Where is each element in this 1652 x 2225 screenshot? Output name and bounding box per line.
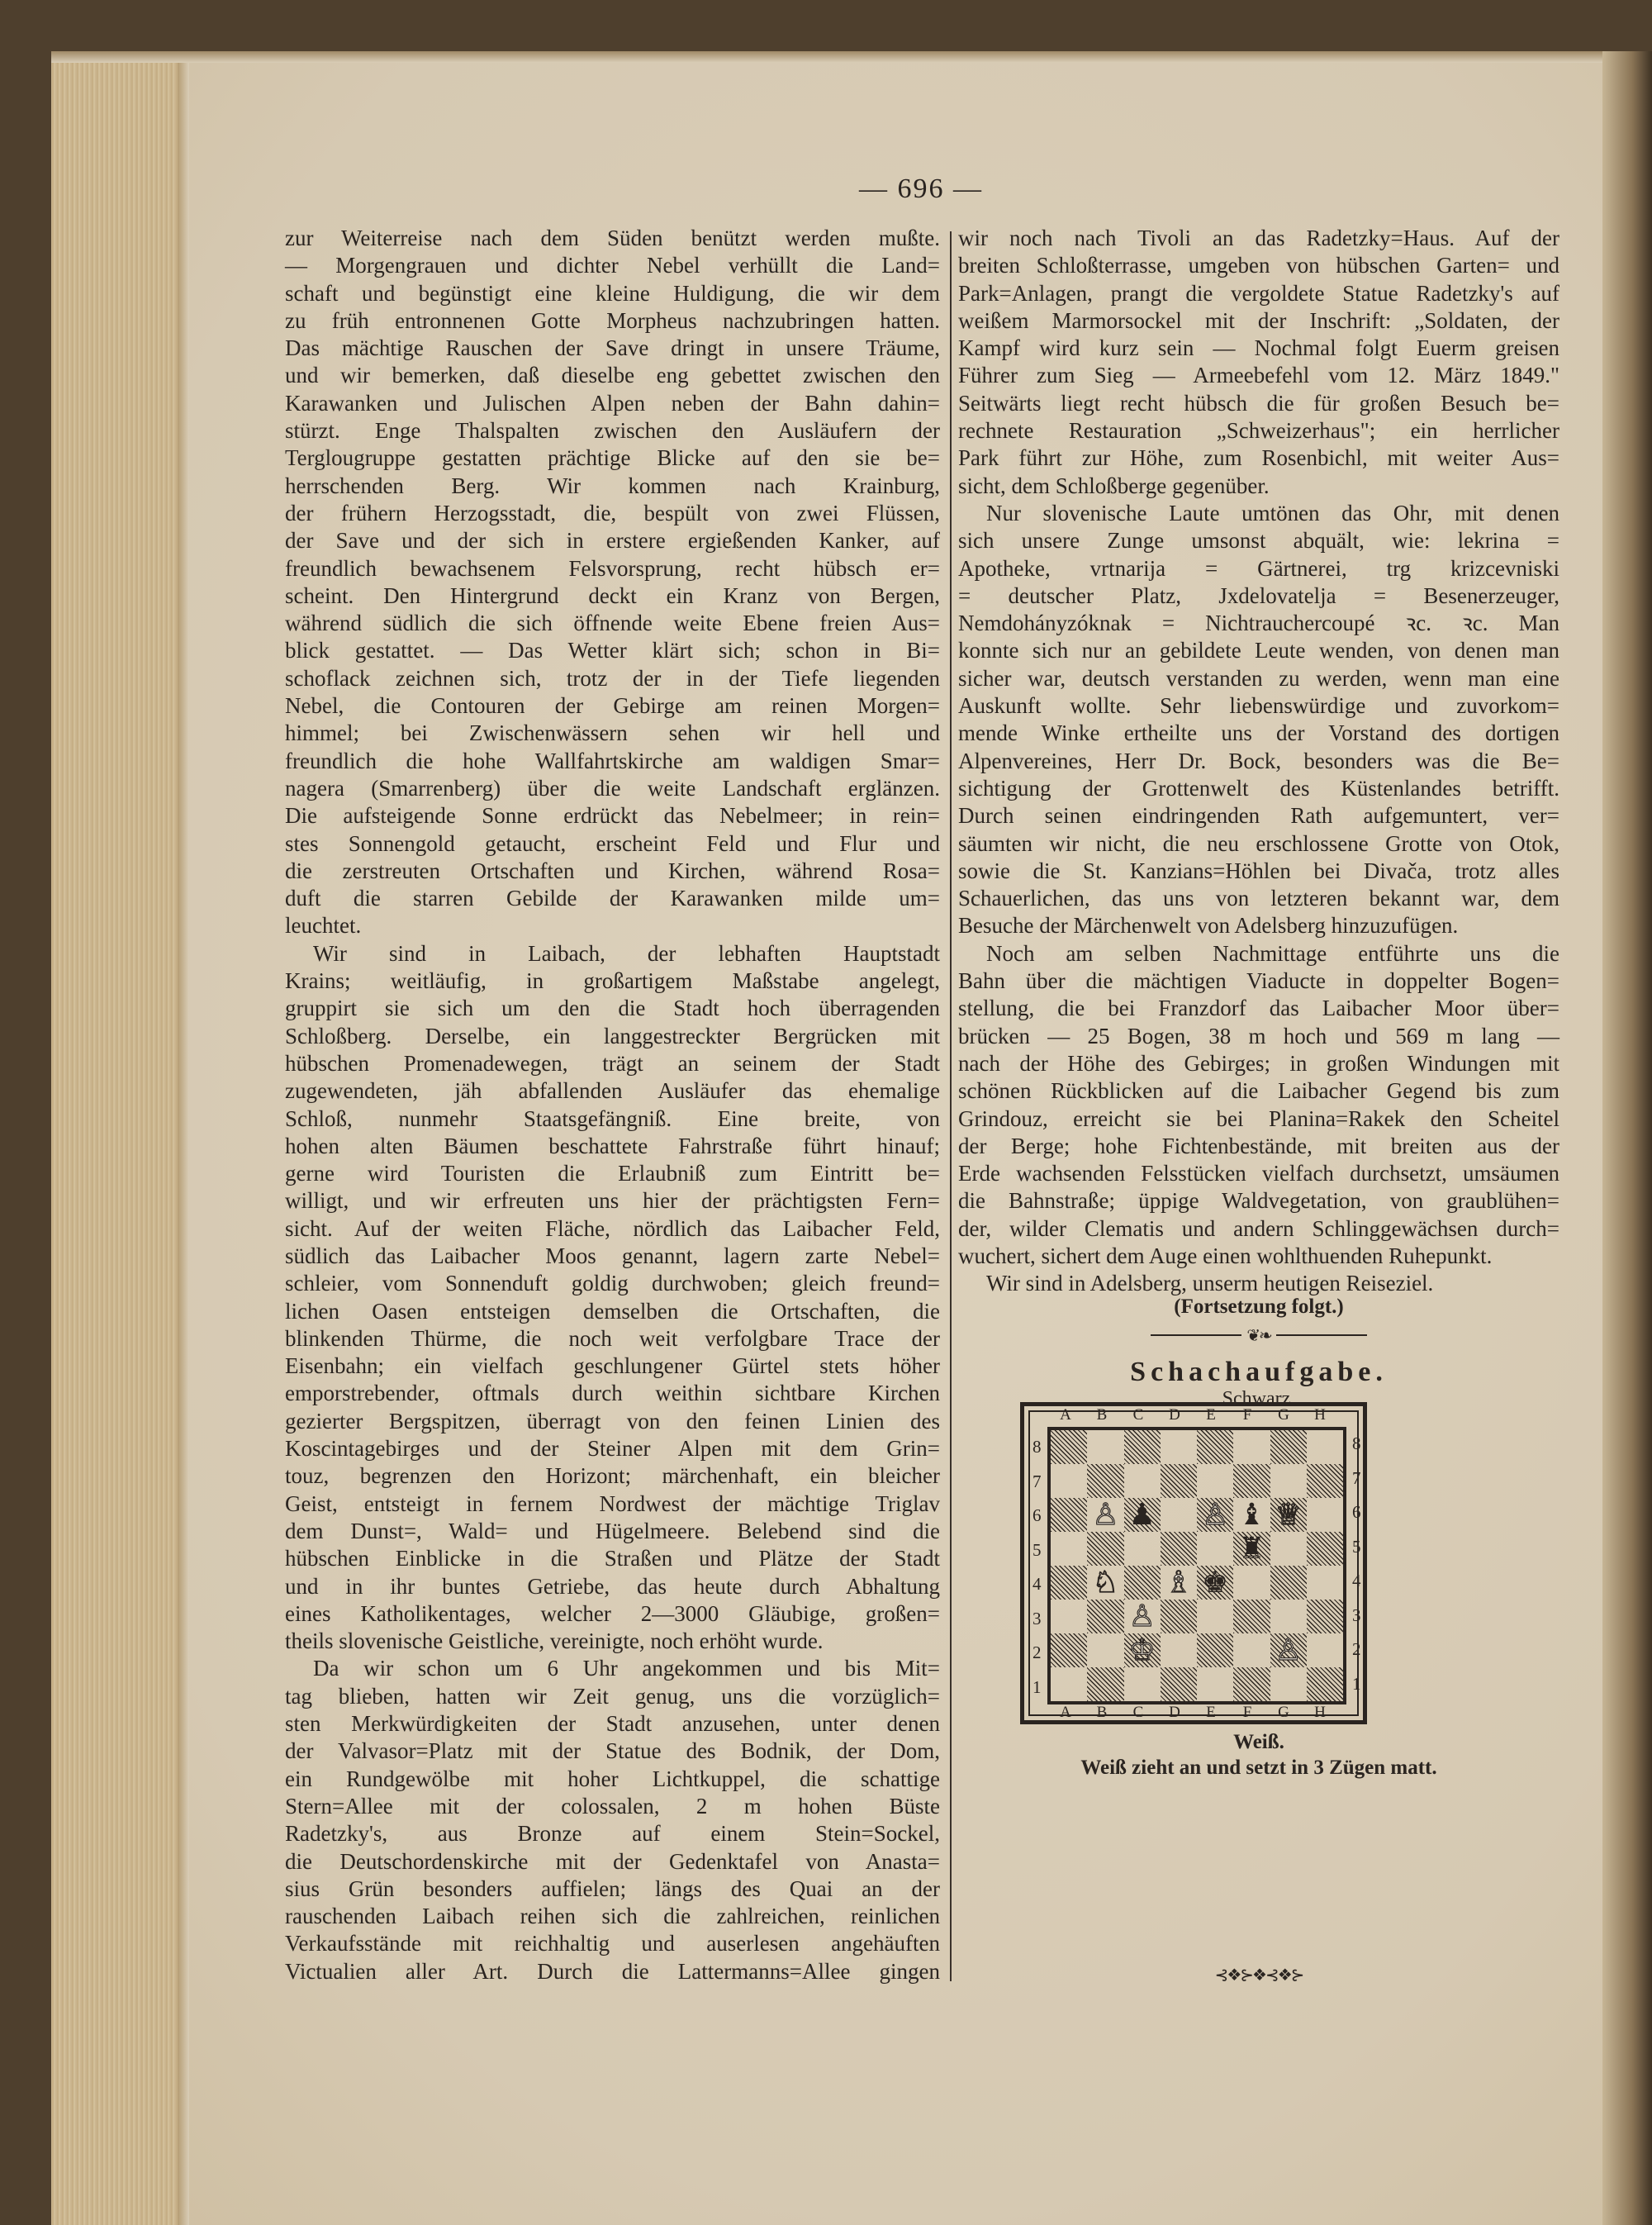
square-e3 — [1197, 1600, 1233, 1633]
rank-label: 3 — [1352, 1605, 1361, 1625]
file-label: G — [1278, 1704, 1289, 1721]
square-f1 — [1233, 1667, 1270, 1701]
square-a6 — [1051, 1498, 1087, 1532]
text-line: der Berge; hohe Fichtenbestände, mit breiten aus der — [958, 1133, 1559, 1158]
rank-label: 7 — [1032, 1471, 1042, 1491]
square-e2 — [1197, 1633, 1233, 1667]
square-b4 — [1087, 1566, 1123, 1600]
top-shadow — [51, 51, 1621, 63]
rank-labels-left — [1032, 1430, 1042, 1704]
white-pawn-icon: ♙ — [1092, 1497, 1119, 1532]
text-line: tag blieben, hatten wir Zeit genug, uns die vorzüglich= — [285, 1683, 940, 1709]
black-rook-icon: ♜ — [1238, 1531, 1265, 1566]
left-text-column — [285, 225, 940, 1985]
square-c2 — [1124, 1633, 1161, 1667]
text-line: Apotheke, vrtnarija = Gärtnerei, trg krizcevniski — [958, 555, 1559, 581]
square-b8 — [1087, 1430, 1123, 1464]
file-label: E — [1206, 1704, 1216, 1721]
ornament-rule — [1276, 1334, 1367, 1336]
text-line: sicht. Auf der weiten Fläche, nördlich das Laibacher Feld, — [285, 1215, 940, 1241]
rank-label: 1 — [1032, 1676, 1042, 1697]
white-pawn-icon: ♙ — [1275, 1633, 1302, 1667]
text-line: duft die starren Gebilde der Karawanken milde um= — [285, 886, 940, 911]
text-line: hübschen Promenadewegen, trägt an seinem der Stadt — [285, 1050, 940, 1076]
text-line: Verkaufsstände mit reichhaltig und auserlesen angehäuften — [285, 1931, 940, 1956]
square-a2 — [1051, 1633, 1087, 1667]
rank-label: 8 — [1352, 1433, 1361, 1454]
square-h8 — [1307, 1430, 1343, 1464]
text-line: leuchtet. — [285, 913, 362, 939]
square-c1 — [1124, 1667, 1161, 1701]
square-f4 — [1233, 1566, 1270, 1600]
square-b7 — [1087, 1464, 1123, 1498]
text-line: stellung, die bei Franzdorf das Laibacher Moor über= — [958, 996, 1559, 1021]
text-line: Krains; weitläufig, in großartigem Maßstabe angelegt, — [285, 968, 940, 994]
text-line: Victualien aller Art. Durch die Lattermanns=Allee gingen — [285, 1958, 940, 1984]
text-line: mende Winke ertheilte uns der Vorstand des dortigen — [958, 720, 1559, 746]
text-line: dem Dunst=, Wald= und Hügelmeere. Belebend sind die — [285, 1518, 940, 1543]
square-e8 — [1197, 1430, 1233, 1464]
text-line: Auskunft wollte. Sehr liebenswürdige und zuvorkom= — [958, 693, 1559, 719]
text-line: rauschenden Laibach reihen sich die zahlreichen, reinlichen — [285, 1904, 940, 1929]
file-label: F — [1242, 1704, 1252, 1721]
text-line: und in ihr buntes Getriebe, das heute durch Abhaltung — [285, 1573, 940, 1599]
text-line: ein Rundgewölbe mit hoher Lichtkuppel, die schattige — [285, 1766, 940, 1791]
text-line: rechnete Restauration „Schweizerhaus"; ein herrlicher — [958, 418, 1559, 444]
square-g8 — [1270, 1430, 1307, 1464]
text-line: Koscintagebirges und der Steiner Alpen mit dem Grin= — [285, 1436, 940, 1462]
file-label: A — [1060, 1406, 1071, 1424]
text-line: Noch am selben Nachmittage entführte uns die — [986, 940, 1559, 966]
square-f7 — [1233, 1464, 1270, 1498]
square-e6 — [1197, 1498, 1233, 1532]
text-line: Radetzky's, aus Bronze auf einem Stein=Sockel, — [285, 1821, 940, 1847]
rank-label: 5 — [1032, 1539, 1042, 1560]
text-line: sichtigung der Grottenwelt des Küstenlandes betrifft. — [958, 775, 1559, 801]
text-line: Wir sind in Laibach, der lebhaften Hauptstadt — [313, 940, 940, 966]
text-line: Alpenvereines, Herr Dr. Bock, besonders was die Be= — [958, 748, 1559, 773]
text-line: Bahn über die mächtigen Viaducte in doppelter Bogen= — [958, 968, 1559, 994]
square-b5 — [1087, 1532, 1123, 1566]
rank-label: 2 — [1352, 1639, 1361, 1660]
square-g5 — [1270, 1532, 1307, 1566]
text-line: sicht, dem Schloßberge gegenüber. — [958, 473, 1270, 498]
square-d1 — [1161, 1667, 1197, 1701]
black-side-label: Schwarz. — [1222, 1388, 1296, 1410]
square-h4 — [1307, 1566, 1343, 1600]
square-d2 — [1161, 1633, 1197, 1667]
text-line: Da wir schon um 6 Uhr angekommen und bis Mit= — [313, 1656, 940, 1681]
text-line: eines Katholikentages, welcher 2—3000 Gläubige, großen= — [285, 1600, 940, 1626]
text-line: sowie die St. Kanzians=Höhlen bei Divača, trotz alles — [958, 858, 1559, 883]
text-line: blick gestattet. — Das Wetter klärt sich; schon in Bi= — [285, 638, 940, 663]
rank-label: 6 — [1032, 1505, 1042, 1526]
chess-problem-title: Schachaufgabe. — [1130, 1357, 1388, 1387]
text-line: Karawanken und Julischen Alpen neben der Bahn dahin= — [285, 390, 940, 416]
square-b2 — [1087, 1633, 1123, 1667]
file-labels-bottom — [1047, 1704, 1346, 1722]
text-line: schoflack zeichnen sich, trotz der in der Tiefe liegenden — [285, 665, 940, 691]
text-line: scheint. Den Hintergrund deckt ein Kranz von Bergen, — [285, 582, 940, 608]
square-d6 — [1161, 1498, 1197, 1532]
text-line: Schloß, nunmehr Staatsgefängniß. Eine breite, von — [285, 1105, 940, 1131]
text-line: Erde wachsenden Felsstücken vielfach durchsetzt, umsäumen — [958, 1161, 1559, 1186]
ornament-divider-bottom — [958, 1966, 1559, 1983]
text-line: zur Weiterreise nach dem Süden benützt werden mußte. — [285, 226, 940, 250]
text-line: Führer zum Sieg — Armeebefehl vom 12. März 1849." — [958, 363, 1559, 388]
square-g1 — [1270, 1667, 1307, 1701]
text-line: der Save und der sich in erstere ergießenden Kanker, auf — [285, 528, 940, 554]
text-line: Schloßberg. Derselbe, ein langgestreckter Bergrücken mit — [285, 1023, 940, 1048]
white-pawn-icon: ♙ — [1128, 1599, 1156, 1633]
text-line: Park führt zur Höhe, zum Rosenbichl, mit weiter Aus= — [958, 445, 1559, 471]
rank-label: 8 — [1032, 1437, 1042, 1457]
text-line: hübschen Einblicke in die Straßen und Plätze der Stadt — [285, 1546, 940, 1571]
text-line: Geist, entsteigt in fernem Nordwest der mächtige Triglav — [285, 1490, 940, 1516]
rank-label: 7 — [1352, 1467, 1361, 1488]
right-text-column — [958, 225, 1559, 1298]
text-line: südlich das Laibacher Moos genannt, lagern zarte Nebel= — [285, 1243, 940, 1268]
white-knight-icon: ♘ — [1092, 1565, 1119, 1600]
column-divider — [950, 231, 952, 1981]
text-line: gezierter Bergspitzen, überragt von den feinen Linien des — [285, 1408, 940, 1433]
square-c3 — [1124, 1600, 1161, 1633]
text-line: freundlich bewachsenem Felsvorsprung, recht hübsch er= — [285, 555, 940, 581]
square-c4 — [1124, 1566, 1161, 1600]
text-line: blinkenden Thürme, die noch weit verfolgbare Trace der — [285, 1325, 940, 1351]
square-h7 — [1307, 1464, 1343, 1498]
chessboard — [1047, 1427, 1346, 1704]
text-line: touz, begrenzen den Horizont; märchenhaft, ein bleicher — [285, 1463, 940, 1489]
white-king-icon: ♔ — [1128, 1633, 1156, 1667]
rank-label: 1 — [1352, 1673, 1361, 1694]
file-label: H — [1314, 1704, 1326, 1721]
square-e1 — [1197, 1667, 1233, 1701]
square-c8 — [1124, 1430, 1161, 1464]
rank-label: 4 — [1352, 1571, 1361, 1591]
text-line: nagera (Smarrenberg) über die weite Landschaft erglänzen. — [285, 775, 940, 801]
square-b1 — [1087, 1667, 1123, 1701]
file-label: D — [1169, 1704, 1180, 1721]
text-line: breiten Schloßterrasse, umgeben von hübschen Garten= und — [958, 253, 1559, 278]
white-side-label: Weiß. — [1233, 1731, 1284, 1753]
text-line: = deutscher Platz, Jxdelovatelja = Besenerzeuger, — [958, 582, 1559, 608]
text-line: wuchert, sichert dem Auge einen wohlthuenden Ruhepunkt. — [958, 1243, 1493, 1268]
text-line: zu früh entronnenen Gotte Morpheus nachzubringen hatten. — [285, 307, 940, 333]
rank-labels-right — [1352, 1427, 1361, 1701]
text-line: während südlich die sich öffnende weite Ebene freien Aus= — [285, 611, 940, 636]
black-pawn-icon: ♟ — [1128, 1497, 1156, 1532]
text-line: sich unsere Zunge umsonst abquält, wie: lekrina = — [958, 528, 1559, 554]
file-label: C — [1132, 1406, 1144, 1424]
text-line: säumten wir nicht, die neu erschlossene Grotte von Otok, — [958, 830, 1559, 856]
text-line: himmel; bei Zwischenwässern sehen wir hell und — [285, 720, 940, 746]
text-line: freundlich die hohe Wallfahrtskirche am waldigen Smar= — [285, 748, 940, 773]
square-d4 — [1161, 1566, 1197, 1600]
text-line: lichen Oasen entsteigen demselben die Ortschaften, die — [285, 1298, 940, 1324]
file-labels-top — [1047, 1406, 1346, 1424]
square-a4 — [1051, 1566, 1087, 1600]
text-line: Eisenbahn; ein vielfach geschlungener Gürtel stets höher — [285, 1353, 940, 1379]
file-label: E — [1206, 1406, 1216, 1424]
text-line: Besuche der Märchenwelt von Adelsberg hinzuzufügen. — [958, 913, 1459, 939]
square-c5 — [1124, 1532, 1161, 1566]
square-h1 — [1307, 1667, 1343, 1701]
rank-label: 3 — [1032, 1608, 1042, 1628]
square-g2 — [1270, 1633, 1307, 1667]
square-a8 — [1051, 1430, 1087, 1464]
text-line: sius Grün besonders auffielen; längs des Quai an der — [285, 1876, 940, 1901]
text-line: Kampf wird kurz sein — Nochmal folgt Euerm greisen — [958, 335, 1559, 361]
ornament-rule — [1151, 1334, 1241, 1336]
file-label: D — [1169, 1406, 1180, 1424]
text-line: schleier, vom Sonnenduft goldig durchwoben; gleich freund= — [285, 1271, 940, 1296]
file-label: F — [1242, 1406, 1252, 1424]
text-line: sicher war, deutsch verstanden zu werden, wenn man eine — [958, 665, 1559, 691]
text-line: schaft und begünstigt eine kleine Huldigung, die wir dem — [285, 280, 940, 306]
text-line: Seitwärts liegt recht hübsch die für großen Besuch be= — [958, 390, 1559, 416]
square-g7 — [1270, 1464, 1307, 1498]
text-line: konnte sich nur an gebildete Leute wenden, von denen man — [958, 638, 1559, 663]
text-line: Die aufsteigende Sonne erdrückt das Nebelmeer; in rein= — [285, 803, 940, 829]
ornament-flourish-icon: ❦❧ — [1246, 1325, 1271, 1345]
text-line: die Deutschordenskirche mit der Gedenktafel von Anasta= — [285, 1848, 940, 1874]
text-line: der frühern Herzogsstadt, die, bespült von zwei Flüssen, — [285, 500, 940, 525]
square-f2 — [1233, 1633, 1270, 1667]
page-stack-edge — [51, 58, 183, 2225]
text-line: Park=Anlagen, prangt die vergoldete Statue Radetzky's auf — [958, 280, 1559, 306]
file-label: B — [1096, 1704, 1108, 1721]
white-bishop-icon: ♗ — [1165, 1565, 1193, 1600]
square-a7 — [1051, 1464, 1087, 1498]
square-f8 — [1233, 1430, 1270, 1464]
square-g3 — [1270, 1600, 1307, 1633]
text-line: weißem Marmorsockel mit der Inschrift: „Soldaten, der — [958, 307, 1559, 333]
text-line: Terglougruppe gestatten prächtige Blicke auf den sie be= — [285, 445, 940, 471]
square-e5 — [1197, 1532, 1233, 1566]
square-c7 — [1124, 1464, 1161, 1498]
file-label: H — [1314, 1406, 1326, 1424]
file-label: B — [1096, 1406, 1108, 1424]
white-queen-icon: ♕ — [1275, 1497, 1302, 1532]
text-line: die Bahnstraße; üppige Waldvegetation, von graublühen= — [958, 1188, 1559, 1214]
square-h6 — [1307, 1498, 1343, 1532]
text-line: der Valvasor=Platz mit der Statue des Bodnik, der Dom, — [285, 1738, 940, 1764]
text-line: stürzt. Enge Thalspalten zwischen den Ausläufern der — [285, 418, 940, 444]
square-g6 — [1270, 1498, 1307, 1532]
text-line: gerne wird Touristen die Erlaubniß zum Eintritt be= — [285, 1161, 940, 1186]
rank-label: 2 — [1032, 1643, 1042, 1663]
text-line: — Morgengrauen und dichter Nebel verhüllt die Land= — [285, 253, 940, 278]
square-a5 — [1051, 1532, 1087, 1566]
square-b6 — [1087, 1498, 1123, 1532]
text-line: brücken — 25 Bogen, 38 m hoch und 569 m lang — — [958, 1023, 1559, 1048]
rank-label: 6 — [1352, 1502, 1361, 1523]
square-d3 — [1161, 1600, 1197, 1633]
continuation-note: (Fortsetzung folgt.) — [1174, 1296, 1344, 1318]
square-h3 — [1307, 1600, 1343, 1633]
file-label: C — [1132, 1704, 1144, 1721]
right-page-edge — [1602, 51, 1652, 2225]
text-line: und wir bemerken, daß dieselbe eng gebettet zwischen den — [285, 363, 940, 388]
text-line: willigt, und wir erfreuten uns hier der prächtigsten Fern= — [285, 1188, 940, 1214]
text-line: Nur slovenische Laute umtönen das Ohr, mit denen — [986, 500, 1559, 525]
ornament-divider — [958, 1327, 1559, 1343]
square-d7 — [1161, 1464, 1197, 1498]
text-line: hohen alten Bäumen beschattete Fahrstraße führt hinauf; — [285, 1133, 940, 1158]
text-line: Wir sind in Adelsberg, unserm heutigen Reiseziel. — [986, 1271, 1434, 1296]
white-pawn-icon: ♙ — [1201, 1497, 1229, 1532]
text-line: gruppirt sie sich um den die Stadt hoch überragenden — [285, 996, 940, 1021]
text-line: wir noch nach Tivoli an das Radetzky=Haus. Auf der — [958, 226, 1559, 250]
square-e4 — [1197, 1566, 1233, 1600]
text-line: Nebel, die Contouren der Gebirge am reinen Morgen= — [285, 693, 940, 719]
black-bishop-icon: ♝ — [1238, 1497, 1265, 1532]
text-line: nach der Höhe des Gebirges; in großen Windungen mit — [958, 1050, 1559, 1076]
text-line: schönen Rückblicken auf die Laibacher Gegend bis zum — [958, 1078, 1559, 1104]
text-line: die zerstreuten Ortschaften und Kirchen, während Rosa= — [285, 858, 940, 883]
black-king-icon: ♚ — [1201, 1565, 1229, 1600]
text-line: Nemdohányzóknak = Nichtrauchercoupé ꝛc. ꝛc. Man — [958, 611, 1559, 636]
square-f3 — [1233, 1600, 1270, 1633]
rank-label: 5 — [1352, 1536, 1361, 1557]
text-line: Durch seinen eindringenden Rath aufgemuntert, ver= — [958, 803, 1559, 829]
text-line: der, wilder Clematis und andern Schlinggewächsen durch= — [958, 1215, 1559, 1241]
square-g4 — [1270, 1566, 1307, 1600]
chess-problem-caption: Weiß zieht an und setzt in 3 Zügen matt. — [1080, 1757, 1437, 1779]
square-a3 — [1051, 1600, 1087, 1633]
square-a1 — [1051, 1667, 1087, 1701]
square-f5 — [1233, 1532, 1270, 1566]
text-line: stes Sonnengold getaucht, erscheint Feld und Flur und — [285, 830, 940, 856]
file-label: A — [1060, 1704, 1071, 1721]
rank-label: 4 — [1032, 1574, 1042, 1595]
square-h2 — [1307, 1633, 1343, 1667]
text-line: Schauerlichen, das uns von letzteren bekannt war, dem — [958, 886, 1559, 911]
square-f6 — [1233, 1498, 1270, 1532]
text-line: sten Merkwürdigkeiten der Stadt anzusehen, unter denen — [285, 1711, 940, 1737]
ornament-flourish-icon: ⊰❖⊱❖⊰❖⊱ — [1214, 1965, 1303, 1985]
page-number: — 696 — — [859, 174, 983, 204]
square-e7 — [1197, 1464, 1233, 1498]
square-d5 — [1161, 1532, 1197, 1566]
square-b3 — [1087, 1600, 1123, 1633]
gutter-shadow — [178, 58, 189, 2225]
square-d8 — [1161, 1430, 1197, 1464]
file-label: G — [1278, 1406, 1289, 1424]
text-line: emporstrebender, oftmals durch weithin sichtbare Kirchen — [285, 1381, 940, 1406]
text-line: zugewendeten, jäh abfallenden Ausläufer das ehemalige — [285, 1078, 940, 1104]
text-line: Das mächtige Rauschen der Save dringt in unsere Träume, — [285, 335, 940, 361]
square-c6 — [1124, 1498, 1161, 1532]
text-line: herrschenden Berg. Wir kommen nach Krainburg, — [285, 473, 940, 498]
text-line: theils slovenische Geistliche, vereinigte, noch erhöht wurde. — [285, 1628, 824, 1654]
text-line: Stern=Allee mit der colossalen, 2 m hohen Büste — [285, 1793, 940, 1819]
square-h5 — [1307, 1532, 1343, 1566]
text-line: Grindouz, erreicht sie bei Planina=Rakek den Scheitel — [958, 1105, 1559, 1131]
